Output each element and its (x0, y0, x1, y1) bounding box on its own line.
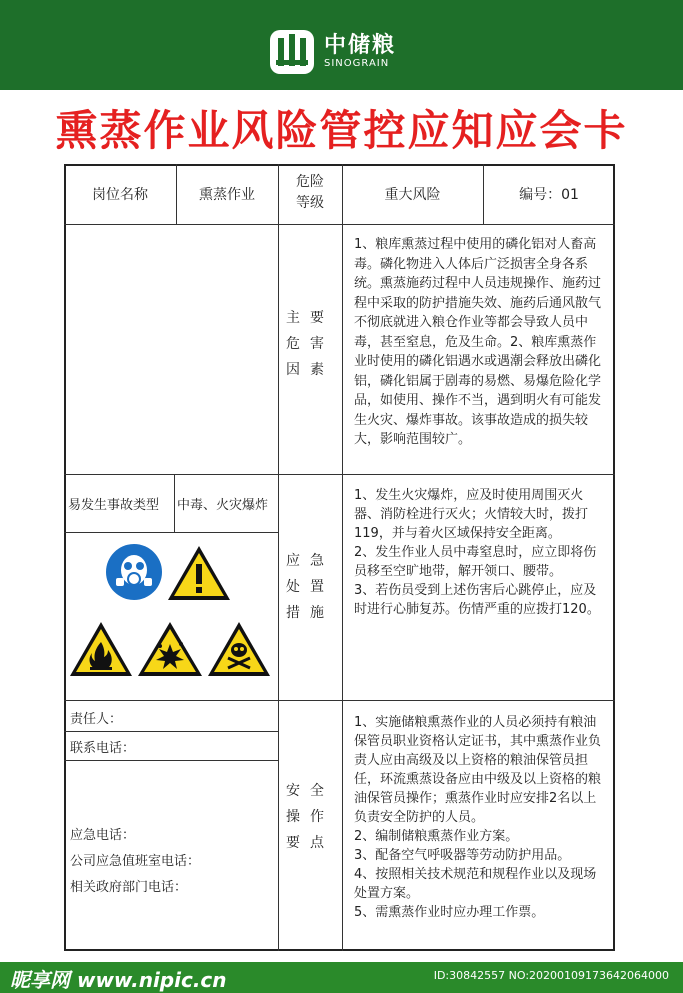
risk-level-value: 重大风险 (384, 187, 441, 203)
list-item: 3、配备空气呼吸器等劳动防护用品。 (354, 848, 571, 863)
list-item: 1、实施储粮熏蒸作业的人员必须持有粮油保管员职业资格认定证书，其中熏蒸作业负责人应由高级及以上资格的粮油保管员担任，环流熏蒸设备应由中级及以上资格的粮油保管员操作；熏蒸作业时应安排2名以上负责安全防护的人员。 (354, 715, 602, 825)
toxic-sign-icon (206, 620, 272, 678)
col-divider (342, 164, 343, 951)
watermark-id: ID:30842557 NO:20200109173642064000 (433, 969, 669, 982)
brand-name-en: SINOGRAIN (324, 58, 390, 69)
brand-name-cn: 中储粮 (324, 33, 397, 58)
list-item: 3、若伤员受到上述伤害后心跳停止，应及时进行心肺复苏。伤情严重的应拨打120。 (354, 583, 600, 617)
brand-logo (270, 30, 396, 74)
accident-type-label: 易发生事故类型 (68, 498, 160, 513)
header-bar (0, 0, 683, 90)
emergency-measures (354, 486, 606, 619)
list-item: 2、编制储粮熏蒸作业方案。 (354, 829, 519, 844)
list-item: 2、发生作业人员中毒窒息时，应立即将伤员移至空旷地带，解开领口、腰带。 (354, 545, 597, 579)
row-divider (64, 474, 615, 475)
risk-level-label: 危险 等级 (296, 174, 324, 211)
post-value: 熏蒸作业 (199, 187, 255, 203)
row-divider (64, 532, 278, 533)
list-item: 4、按照相关技术规范和规程作业以及现场处置方案。 (354, 867, 597, 901)
list-item: 5、需熏蒸作业时应办理工作票。 (354, 905, 545, 920)
safety-points (354, 713, 606, 922)
watermark-bar (0, 962, 683, 993)
contact-phone: 联系电话： (70, 741, 136, 756)
col-divider (174, 474, 175, 532)
emergency-label: 应急 处置 措施 (286, 553, 334, 621)
accident-type-value: 中毒、火灾爆炸 (177, 498, 269, 513)
government-phone: 相关政府部门电话： (70, 880, 188, 895)
sinograin-logo-icon (270, 30, 314, 74)
safety-label: 安全 操作 要点 (286, 783, 334, 851)
general-warning-sign-icon (166, 544, 232, 602)
row-divider (64, 731, 278, 732)
emergency-phone: 应急电话： (70, 828, 136, 843)
hazards-text: 1、粮库熏蒸过程中使用的磷化铝对人畜高毒。磷化物进入人体后广泛损害全身各系统。熏蒸施药过程中人员违规操作、施药过程中采取的防护措施失效、施药后通风散气不彻底就进入粮仓作业等都会导致人员中毒，甚至窒息，危及生命。2、粮库熏蒸作业时使用的磷化铝遇水或遇潮会释放出磷化铝，磷化铝属于剧毒的易燃、易爆危险化学品，如使用、操作不当，遇到明火有可能发生火灾、爆炸事故。该事故造成的损失较大，影响范围较广。 (354, 237, 602, 447)
list-item: 1、发生火灾爆炸，应及时使用周围灭火器、消防栓进行灭火；火情较大时，拨打119，并与着火区域保持安全距离。 (354, 488, 589, 541)
post-label: 岗位名称 (92, 187, 148, 203)
hazards-label: 主要 危害 因素 (286, 310, 334, 378)
row-divider (64, 224, 615, 225)
row-divider (64, 760, 278, 761)
card-number: 编号：01 (519, 187, 579, 203)
row-divider (64, 700, 615, 701)
watermark-site: 昵享网 www.nipic.cn (10, 968, 227, 992)
gas-mask-sign-icon (106, 544, 162, 600)
duty-room-phone: 公司应急值班室电话： (70, 854, 201, 869)
responsible-person: 责任人： (70, 712, 123, 727)
page-title: 熏蒸作业风险管控应知应会卡 (55, 106, 628, 155)
explosive-sign-icon (136, 620, 204, 678)
flammable-sign-icon (68, 620, 134, 678)
